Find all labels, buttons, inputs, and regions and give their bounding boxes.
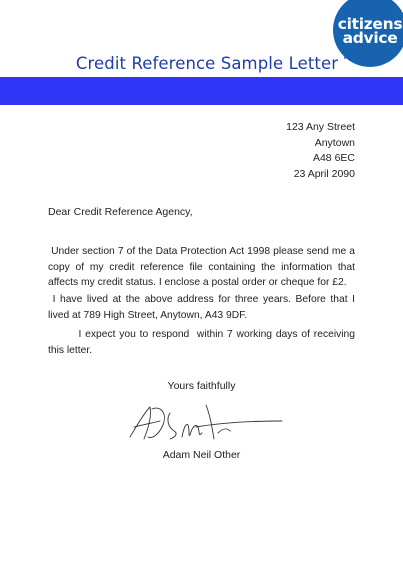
signer-name: Adam Neil Other: [162, 449, 241, 461]
body-paragraph-2: I have lived at the above address for three years. Before that I lived at 789 High Street, Anytown, A43 9DF.: [48, 294, 358, 321]
closing-phrase: Yours faithfully: [167, 380, 236, 392]
logo-line-1: citizens: [337, 15, 403, 33]
body-paragraph-3: I expect you to respond within 7 working days of receiving this letter.: [48, 329, 358, 356]
handwritten-signature: [126, 397, 286, 445]
address-street: 123 Any Street: [286, 121, 355, 133]
address-town: Anytown: [314, 136, 355, 149]
salutation: Dear Credit Reference Agency,: [48, 206, 193, 218]
address-postcode: A48 6EC: [312, 152, 355, 164]
body-paragraph-1: Under section 7 of the Data Protection Act 1998 please send me a copy of my credit reference file containing the information that affects my credit status. I enclose a postal order or cheque for £2.: [48, 246, 358, 288]
sender-address: [286, 120, 355, 182]
letter-date: 23 April 2090: [293, 167, 355, 180]
logo-line-2: advice: [342, 29, 398, 47]
header-band: [0, 77, 403, 105]
page-title: Credit Reference Sample Letter: [75, 54, 339, 73]
